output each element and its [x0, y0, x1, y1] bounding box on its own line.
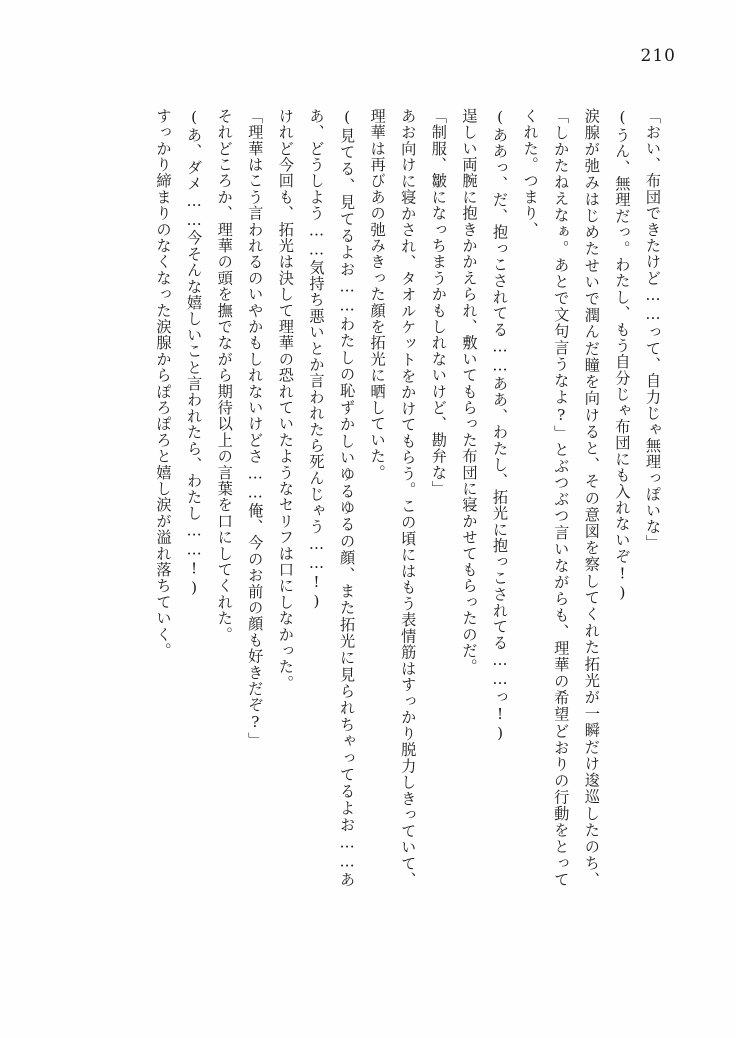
- body-paragraph: (あ、ダメ……今そんな嬉しいこと言われたら、わたし……!): [185, 108, 204, 598]
- body-paragraph: けれど今回も、拓光は決して理華の恐れていたようなセリフは口にしなかった。: [276, 108, 295, 692]
- body-paragraph: 「おい、布団できたけど……って、自力じゃ無理っぽいな」: [644, 108, 662, 551]
- body-paragraph: すっかり締まりのなくなった涙腺からぽろぽろと嬉し涙が溢れ落ちていく。: [154, 108, 173, 659]
- body-paragraph: 「理華はこう言われるのいやかもしれないけどさ……俺、今のお前の顔も好きだぞ?」: [246, 108, 265, 749]
- body-paragraph: あお向けに寝かされ、タオルケットをかけてもらう。この頃にはもう表情筋はすっかり脱力しきっていて、理華は再びあの弛みきった顔を拓光に晒していた。: [368, 108, 418, 888]
- page-number: 210: [640, 46, 676, 66]
- body-paragraph: (見てる、見てるよお……わたしの恥ずかしいゆるゆるの顔、また拓光に見られちゃってるよお……ああ、どうしよう……気持ち悪いとか言われたら死んじゃう……!): [307, 108, 357, 888]
- body-paragraph: (ああっ、だ、抱っこされてる……ああ、わたし、拓光に抱っこされてる……っ!): [491, 108, 510, 744]
- body-paragraph: (うん、無理だっ。わたし、もう自分じゃ布団にも入れないぞ!): [613, 108, 632, 603]
- page-body-text: [96, 108, 668, 888]
- body-paragraph: 「制服、皺になっちまうかもしれないけど、勘弁な」: [429, 108, 448, 497]
- body-paragraph: それどころか、理華の頭を撫でながら期待以上の言葉を口にしてくれた。: [215, 108, 234, 643]
- body-paragraph: 逞しい両腕に抱きかかえられ、敷いてもらった布団に寝かせてもらったのだ。: [460, 108, 479, 675]
- body-paragraph: 涙腺が弛みはじめたせいで潤んだ瞳を向けると、その意図を察してくれた拓光が一瞬だけ逡巡したのち、「しかたねえなぁ。あとで文句言うなよ?」とぶつぶつ言いながらも、理華の希望どおりの行動をとってくれた。つまり、: [521, 108, 601, 888]
